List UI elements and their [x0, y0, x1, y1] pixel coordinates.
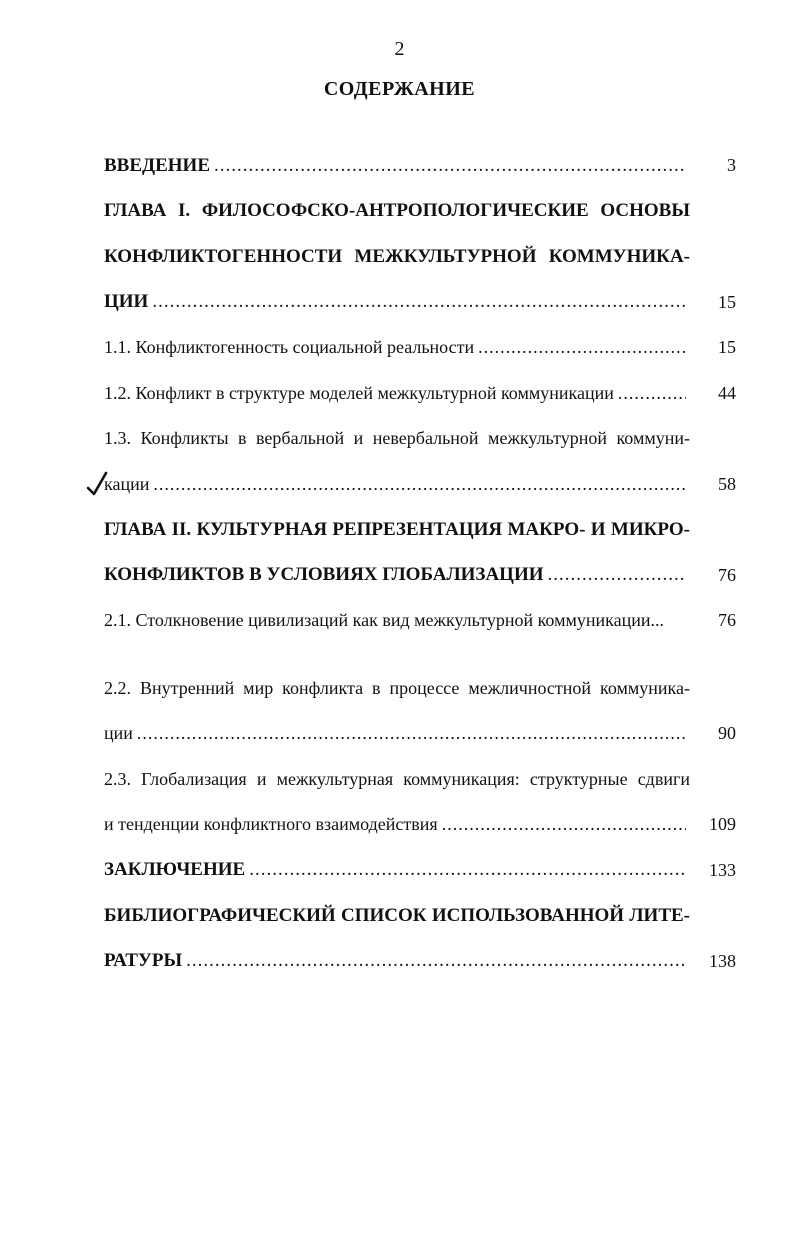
toc-entry-label: и тенденции конфликтного взаимодействия [104, 814, 438, 835]
toc-entry-label: ции [104, 723, 133, 744]
dot-leader [249, 859, 686, 881]
toc-entry-label: 2.2. Внутренний мир конфликта в процессе межличностной коммуника- [104, 677, 690, 698]
table-of-contents [104, 143, 736, 984]
spacer [104, 644, 736, 666]
toc-entry-chapter1-line2[interactable] [104, 234, 736, 280]
toc-page-number: 138 [709, 950, 736, 971]
dot-leader [548, 564, 687, 586]
toc-entry-label: КОНФЛИКТОГЕННОСТИ МЕЖКУЛЬТУРНОЙ КОММУНИКА- [104, 245, 690, 267]
toc-entry-label: 1.1. Конфликтогенность социальной реальности [104, 337, 475, 358]
toc-entry-label: ГЛАВА II. КУЛЬТУРНАЯ РЕПРЕЗЕНТАЦИЯ МАКРО- И МИКРО- [104, 518, 690, 540]
toc-entry-section-1-3-line2[interactable] [104, 462, 736, 508]
toc-entry-bibliography-line2[interactable] [104, 939, 736, 985]
toc-entry-section-2-2-line1[interactable] [104, 666, 736, 712]
dot-leader [214, 155, 686, 177]
toc-entry-label: КОНФЛИКТОВ В УСЛОВИЯХ ГЛОБАЛИЗАЦИИ [104, 564, 544, 586]
toc-entry-label: ВВЕДЕНИЕ [104, 154, 210, 176]
toc-entry-section-2-2-line2[interactable] [104, 711, 736, 757]
toc-entry-introduction[interactable] [104, 143, 736, 189]
toc-entry-chapter2-line1[interactable] [104, 507, 736, 553]
toc-page-number: 76 [718, 564, 736, 585]
toc-page-number: 15 [718, 291, 736, 312]
toc-page-number: 90 [718, 723, 736, 744]
toc-title: СОДЕРЖАНИЕ [323, 78, 476, 100]
toc-entry-label: кации [104, 473, 150, 494]
dot-leader [442, 814, 686, 835]
dot-leader [153, 474, 686, 495]
dot-leader [186, 950, 686, 972]
toc-entry-label: 2.1. Столкновение цивилизаций как вид межкультурной коммуникации... [104, 610, 664, 631]
toc-entry-label: ЦИИ [104, 291, 149, 313]
toc-entry-section-1-3-line1[interactable] [104, 416, 736, 462]
toc-entry-section-2-1[interactable] [104, 598, 736, 644]
toc-entry-label: 1.2. Конфликт в структуре моделей межкультурной коммуникации [104, 382, 614, 403]
toc-entry-label: ГЛАВА I. ФИЛОСОФСКО-АНТРОПОЛОГИЧЕСКИЕ ОСНОВЫ [104, 200, 690, 222]
toc-page-number: 15 [718, 337, 736, 358]
toc-entry-chapter1-line1[interactable] [104, 189, 736, 235]
toc-entry-label: РАТУРЫ [104, 950, 183, 972]
toc-entry-label: БИБЛИОГРАФИЧЕСКИЙ СПИСОК ИСПОЛЬЗОВАННОЙ ЛИТЕ- [104, 904, 690, 926]
toc-entry-conclusion[interactable] [104, 848, 736, 894]
dot-leader [152, 291, 686, 313]
toc-page-number: 3 [727, 155, 736, 176]
toc-entry-label: 2.3. Глобализация и межкультурная коммуникация: структурные сдвиги [104, 768, 690, 789]
toc-entry-chapter1-line3[interactable] [104, 280, 736, 326]
toc-entry-section-1-1[interactable] [104, 325, 736, 371]
toc-entry-chapter2-line2[interactable] [104, 553, 736, 599]
toc-page-number: 44 [718, 382, 736, 403]
toc-page-number: 133 [709, 859, 736, 880]
dot-leader [478, 337, 686, 358]
dot-leader [618, 383, 686, 404]
toc-entry-section-1-2[interactable] [104, 371, 736, 417]
page-number: 2 [394, 38, 405, 60]
toc-page-number: 76 [718, 610, 736, 631]
toc-entry-label: 1.3. Конфликты в вербальной и невербальной межкультурной коммуни- [104, 428, 690, 449]
checkmark-icon [86, 470, 108, 496]
toc-entry-section-2-3-line1[interactable] [104, 757, 736, 803]
toc-entry-bibliography-line1[interactable] [104, 893, 736, 939]
toc-entry-label: ЗАКЛЮЧЕНИЕ [104, 859, 246, 881]
toc-entry-section-2-3-line2[interactable] [104, 802, 736, 848]
dot-leader [137, 723, 686, 744]
toc-page-number: 109 [709, 814, 736, 835]
toc-page-number: 58 [718, 473, 736, 494]
